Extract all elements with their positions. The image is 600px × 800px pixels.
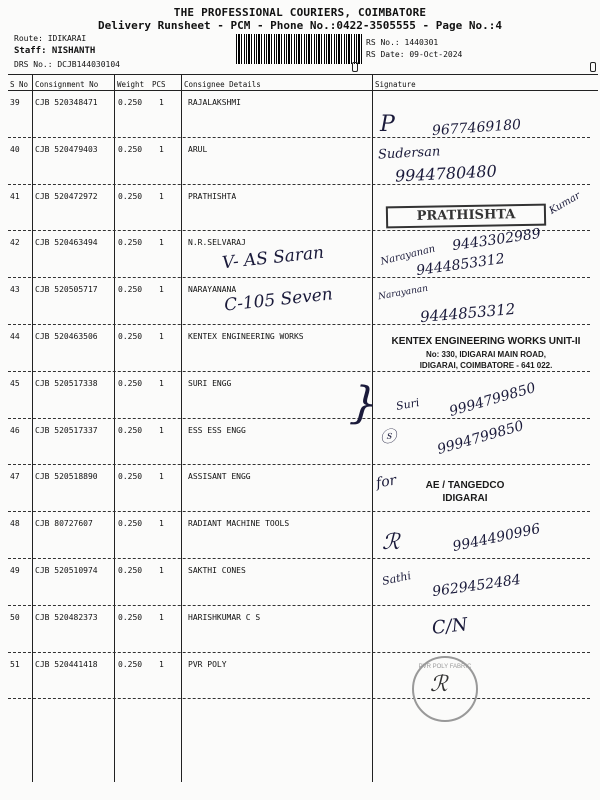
row-separator — [8, 558, 590, 559]
cell-consignment-no: CJB 520505717 — [35, 285, 98, 295]
cell-weight: 0.250 — [118, 191, 143, 201]
cell-sno: 41 — [10, 191, 20, 201]
runsheet-title: Delivery Runsheet - PCM - Phone No.:0422-3505555 - Page No.:4 — [98, 19, 502, 32]
cell-consignment-no: CJB 520510974 — [35, 566, 98, 575]
company-stamp-line: KENTEX ENGINEERING WORKS UNIT-II — [391, 336, 581, 347]
cell-consignment-no: CJB 80727607 — [35, 519, 93, 529]
cell-weight: 0.250 — [118, 472, 143, 482]
signature-scribble: ⓢ — [380, 427, 397, 446]
header-rule-bottom — [8, 90, 598, 91]
signature-scribble: P — [380, 112, 395, 137]
row-separator — [8, 511, 590, 512]
cell-consignee: SAKTHI CONES — [188, 566, 246, 575]
cell-weight: 0.250 — [118, 98, 143, 107]
cell-sno: 43 — [10, 285, 20, 295]
cell-weight: 0.250 — [118, 238, 143, 248]
cell-pcs: 1 — [159, 612, 164, 622]
col-header-consignment: Consignment No — [35, 80, 99, 89]
cell-consignment-no: CJB 520518890 — [35, 472, 98, 482]
cell-weight: 0.250 — [118, 612, 143, 622]
cell-sno: 51 — [10, 659, 20, 669]
cell-sno: 50 — [10, 612, 20, 622]
cell-pcs: 1 — [159, 332, 164, 341]
cell-consignee: RADIANT MACHINE TOOLS — [188, 519, 290, 529]
cell-sno: 39 — [10, 98, 20, 107]
row-separator — [8, 652, 590, 653]
staff-label: Staff: NISHANTH — [14, 46, 96, 56]
rs-number: RS No.: 1440301 — [366, 38, 439, 47]
cell-consignee: HARISHKUMAR C S — [188, 612, 261, 622]
staple-mark — [590, 62, 596, 72]
row-separator — [8, 464, 590, 465]
col-divider — [181, 74, 182, 782]
cell-pcs: 1 — [159, 238, 164, 248]
col-header-consignee: Consignee Details — [184, 80, 261, 89]
cell-consignment-no: CJB 520348471 — [35, 98, 98, 107]
handwritten-phone: 9629452484 — [431, 571, 522, 601]
row-separator — [8, 371, 590, 372]
cell-weight: 0.250 — [118, 425, 143, 435]
cell-weight: 0.250 — [118, 285, 143, 295]
cell-consignment-no: CJB 520463506 — [35, 332, 98, 341]
handwritten-note: C/N — [430, 614, 469, 639]
cell-pcs: 1 — [159, 519, 164, 529]
row-separator — [8, 605, 590, 606]
handwritten-phone: 9944780480 — [394, 161, 498, 186]
cell-consignment-no: CJB 520441418 — [35, 659, 98, 669]
drs-number: DRS No.: DCJB144030104 — [14, 60, 120, 69]
signature-scribble: } — [348, 377, 380, 430]
row-separator — [8, 137, 590, 138]
handwritten-note: V- AS Saran — [221, 242, 325, 274]
cell-consignment-no: CJB 520479403 — [35, 144, 98, 154]
cell-consignee: RAJALAKSHMI — [188, 98, 241, 107]
handwritten-phone: 9677469180 — [431, 116, 522, 140]
col-divider — [32, 74, 33, 782]
handwritten-name: Sudersan — [377, 144, 441, 163]
route-label: Route: IDIKARAI — [14, 34, 87, 43]
office-stamp-line: IDIGARAI — [442, 493, 488, 504]
cell-consignee: ASSISANT ENGG — [188, 472, 251, 482]
handwritten-phone: 9994799850 — [435, 418, 526, 458]
rs-date: RS Date: 09-Oct-2024 — [366, 50, 463, 59]
col-header-weight: Weight — [117, 80, 145, 89]
cell-weight: 0.250 — [118, 144, 143, 154]
handwritten-phone: 9944490996 — [451, 520, 542, 556]
cell-consignee: NARAYANANA — [188, 285, 237, 295]
handwritten-name: Suri — [395, 396, 421, 413]
cell-sno: 49 — [10, 566, 20, 575]
handwritten-name: Kumar — [547, 190, 583, 217]
cell-sno: 45 — [10, 378, 20, 388]
cell-pcs: 1 — [159, 191, 164, 201]
col-header-signature: Signature — [375, 80, 416, 89]
cell-pcs: 1 — [159, 144, 164, 154]
cell-pcs: 1 — [159, 566, 164, 575]
cell-consignee: PVR POLY — [188, 659, 227, 669]
signature-scribble: ℛ — [430, 672, 448, 697]
cell-pcs: 1 — [159, 425, 164, 435]
handwritten-note: for — [374, 472, 398, 492]
handwritten-phone: 9444853312 — [419, 299, 517, 327]
row-separator — [8, 324, 590, 325]
cell-sno: 46 — [10, 425, 20, 435]
cell-pcs: 1 — [159, 472, 164, 482]
cell-consignee: ARUL — [188, 144, 208, 154]
barcode — [236, 34, 362, 64]
cell-weight: 0.250 — [118, 659, 143, 669]
cell-weight: 0.250 — [118, 378, 143, 388]
row-separator — [8, 184, 590, 185]
staple-mark — [352, 62, 358, 72]
col-header-pcs: PCS — [152, 80, 166, 89]
cell-weight: 0.250 — [118, 566, 143, 575]
row-separator — [8, 698, 590, 699]
row-separator — [8, 277, 590, 278]
handwritten-note: C-105 Seven — [223, 284, 334, 316]
cell-sno: 40 — [10, 144, 20, 154]
cell-consignment-no: CJB 520472972 — [35, 191, 98, 201]
cell-sno: 47 — [10, 472, 20, 482]
cell-consignment-no: CJB 520517337 — [35, 425, 98, 435]
rubber-stamp: PRATHISHTA — [386, 204, 546, 229]
office-stamp-line: AE / TANGEDCO — [425, 480, 505, 491]
cell-consignment-no: CJB 520482373 — [35, 612, 98, 622]
cell-consignment-no: CJB 520463494 — [35, 238, 98, 248]
cell-consignee: N.R.SELVARAJ — [188, 238, 246, 248]
company-stamp-line: No: 330, IDIGARAI MAIN ROAD, — [425, 350, 546, 359]
cell-pcs: 1 — [159, 378, 164, 388]
handwritten-phone: 9443302989 — [451, 225, 542, 255]
company-title: THE PROFESSIONAL COURIERS, COIMBATORE — [173, 6, 427, 19]
cell-consignee: ESS ESS ENGG — [188, 425, 246, 435]
round-stamp-text: PVR POLY FABRIC — [418, 664, 472, 670]
cell-sno: 44 — [10, 332, 20, 341]
cell-weight: 0.250 — [118, 332, 143, 341]
cell-weight: 0.250 — [118, 519, 143, 529]
header-rule-top — [8, 74, 598, 75]
row-separator — [8, 418, 590, 419]
cell-consignee: PRATHISHTA — [188, 191, 237, 201]
handwritten-name: Narayanan — [377, 283, 429, 303]
cell-pcs: 1 — [159, 285, 164, 295]
cell-sno: 42 — [10, 238, 20, 248]
handwritten-phone: 9994799850 — [447, 380, 538, 420]
cell-pcs: 1 — [159, 98, 164, 107]
handwritten-name: Narayanan — [379, 243, 437, 268]
cell-consignee: SURI ENGG — [188, 378, 232, 388]
col-divider — [114, 74, 115, 782]
signature-scribble: ℛ — [382, 530, 400, 555]
cell-consignee: KENTEX ENGINEERING WORKS — [188, 332, 304, 341]
cell-consignment-no: CJB 520517338 — [35, 378, 98, 388]
company-stamp-line: IDIGARAI, COIMBATORE - 641 022. — [419, 361, 553, 370]
col-header-sno: S No — [10, 80, 29, 89]
handwritten-phone: 9444853312 — [415, 250, 506, 280]
cell-pcs: 1 — [159, 659, 164, 669]
signature-scribble: Sathi — [380, 569, 413, 588]
cell-sno: 48 — [10, 519, 20, 529]
